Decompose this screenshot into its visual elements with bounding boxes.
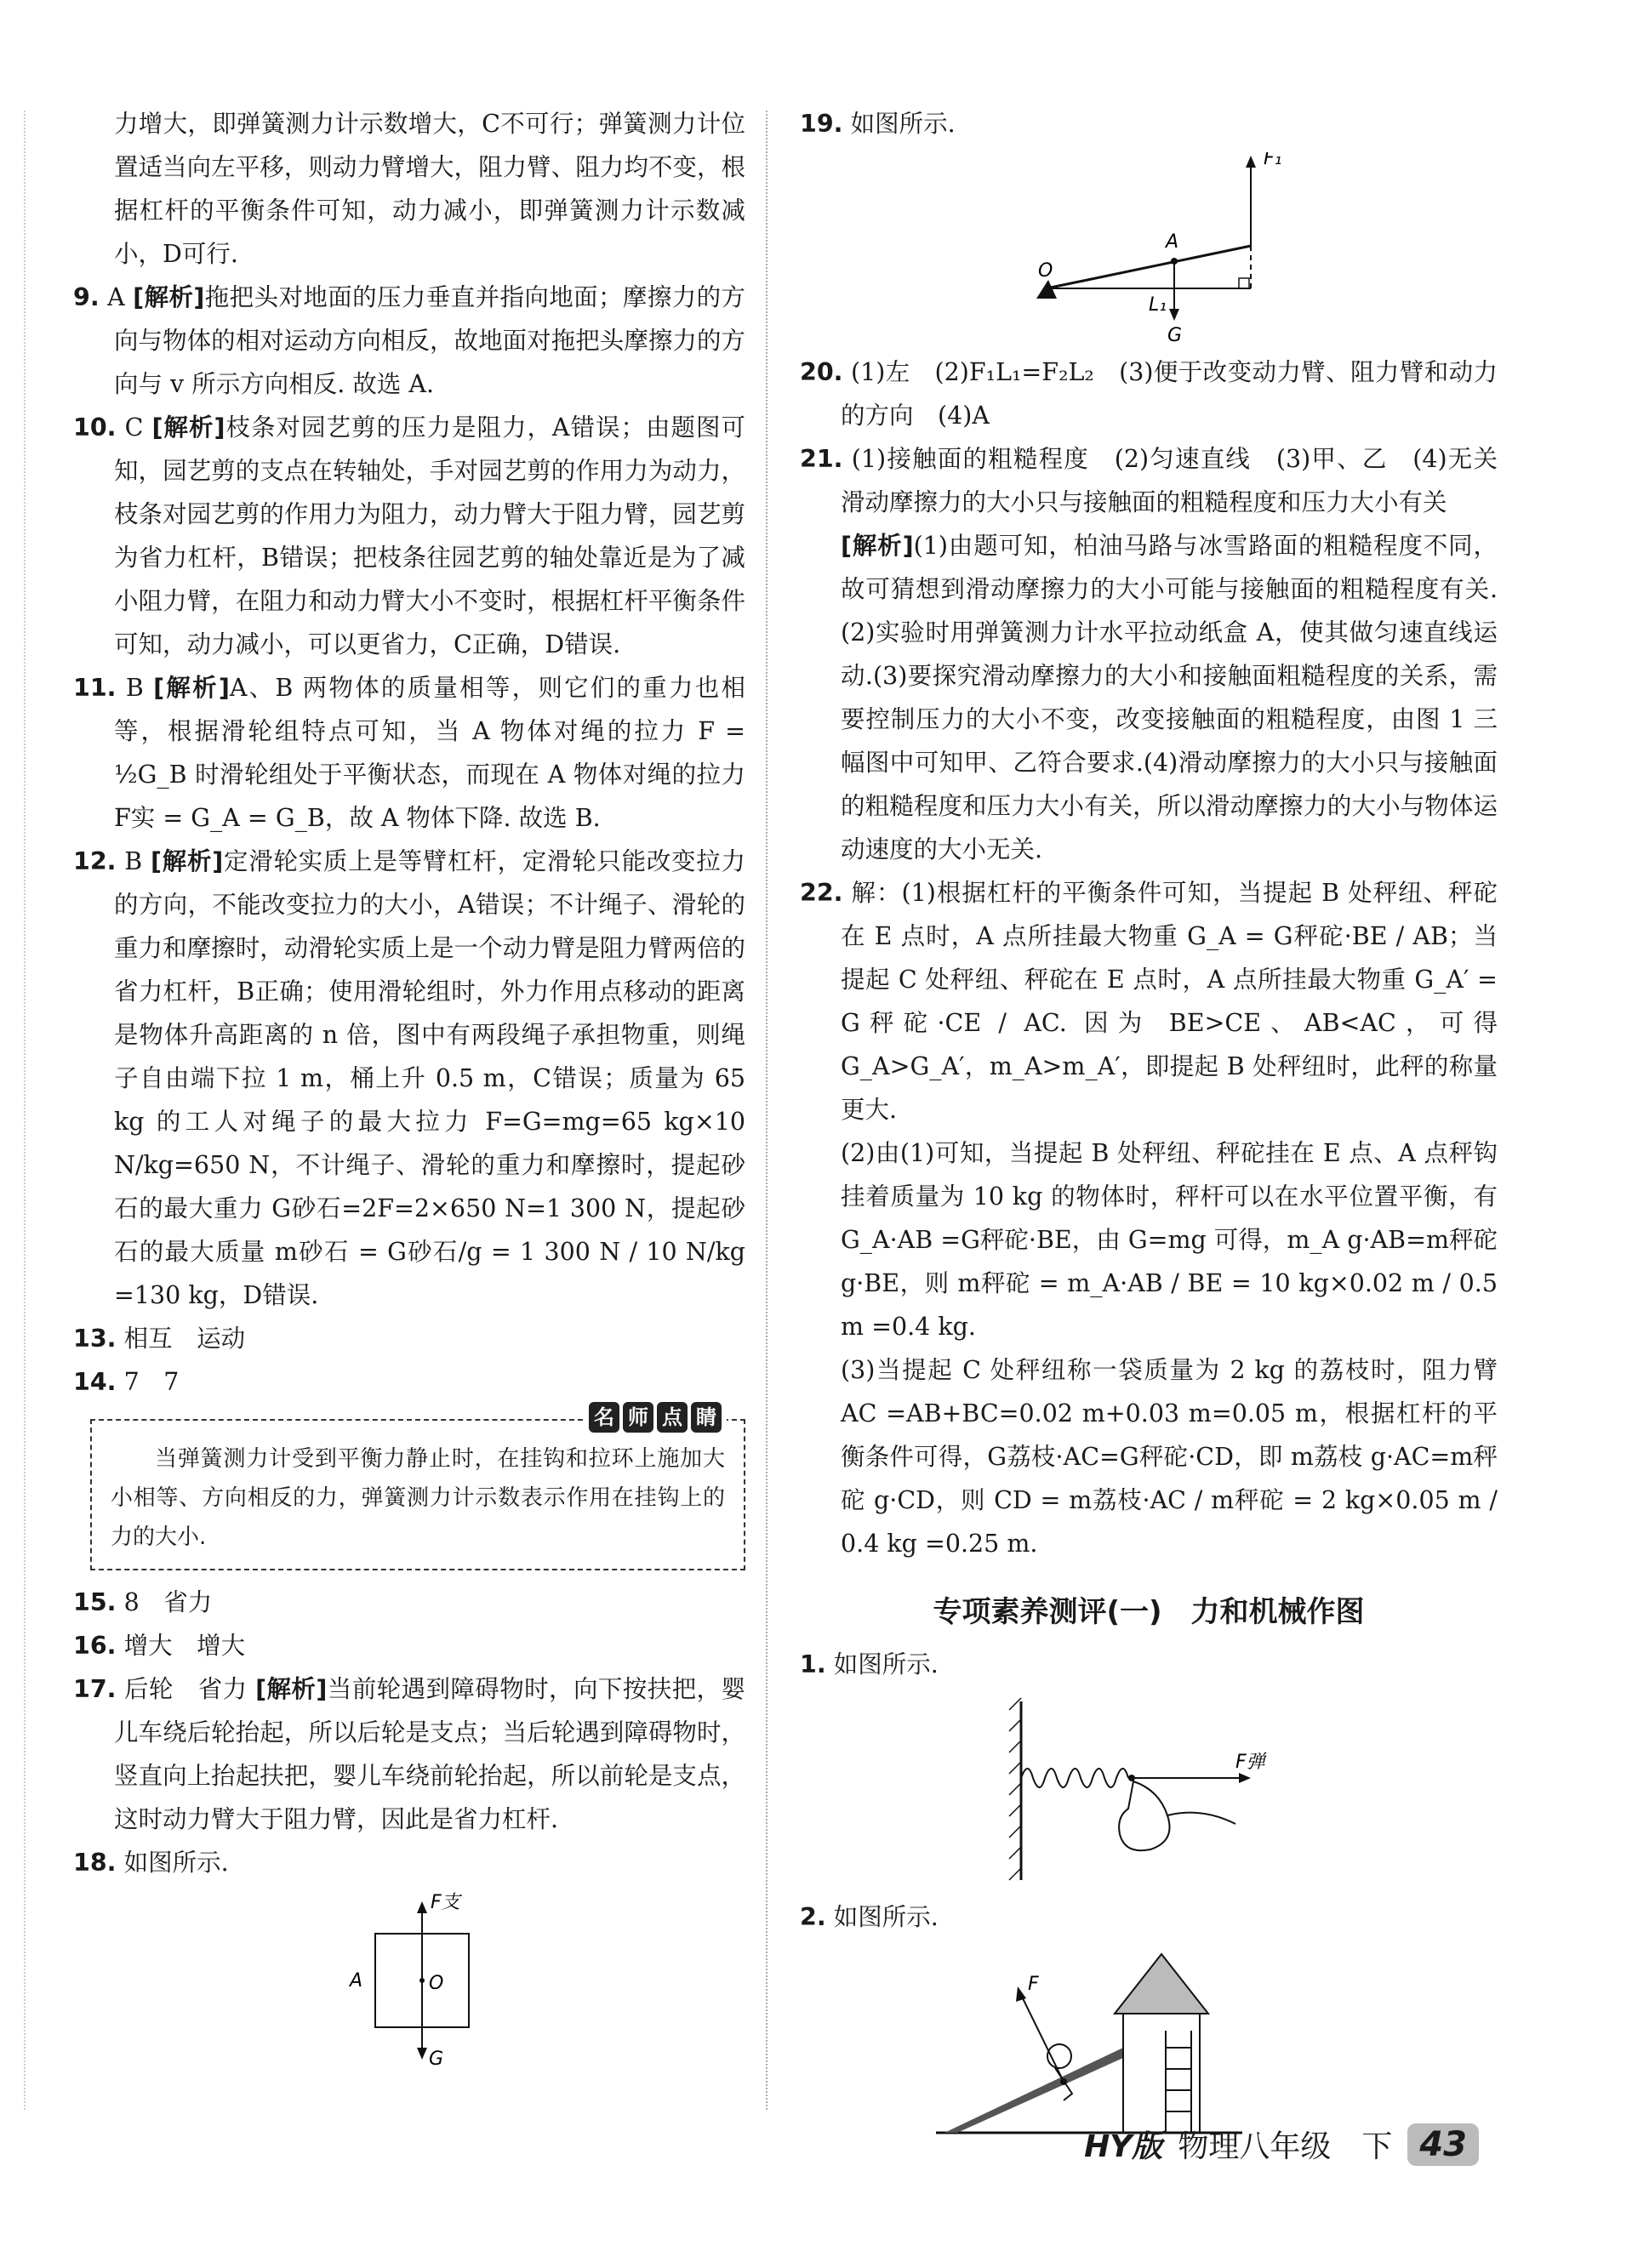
q11-text: A、B 两物体的质量相等，则它们的重力也相等，根据滑轮组特点可知，当 A 物体对绳的拉力 F = ½G_B 时滑轮组处于平衡状态，而现在 A 物体对绳的拉力 F实 = G_A = G_B，故 A 物体下降. 故选 B. bbox=[114, 674, 746, 832]
force-F1-arrowhead bbox=[1246, 156, 1256, 168]
spring bbox=[1021, 1769, 1128, 1787]
label-F: F bbox=[1028, 1974, 1039, 1995]
label-O: O bbox=[429, 1973, 444, 1994]
figure-s1-diagram bbox=[800, 1693, 1498, 1889]
label-L1: L₁ bbox=[1149, 294, 1167, 316]
tip-char: 名 bbox=[589, 1402, 619, 1433]
right-angle-mark bbox=[1239, 278, 1249, 288]
q14-text: 7 7 bbox=[123, 1368, 180, 1396]
q18 bbox=[73, 1841, 745, 1884]
q20-text: (1)左 (2)F₁L₁=F₂L₂ (3)便于改变动力臂、阻力臂和动力的方向 (4)A bbox=[841, 358, 1498, 430]
s2-text: 如图所示. bbox=[833, 1903, 939, 1931]
tower-frame bbox=[1123, 2014, 1200, 2133]
expert-tip-label bbox=[584, 1402, 727, 1433]
q21-analysis-text: (1)由题可知，柏油马路与冰雪路面的粗糙程度不同，故可猜想到滑动摩擦力的大小可能与接触面的粗糙程度有关.(2)实验时用弹簧测力计水平拉动纸盒 A，使其做匀速直线运动.(3)要探究滑动摩擦力的大小和接触面粗糙程度的关系，需要控制压力的大小不变，改变接触面的粗糙程度，由图 1 三幅图中可知甲、乙符合要求.(4)滑动摩擦力的大小只与接触面的粗糙程度和压力大小有关，所以滑动摩擦力的大小与物体运动速度的大小无关. bbox=[841, 532, 1498, 863]
wall-hatching bbox=[1009, 1698, 1021, 1880]
q14-number: 14. bbox=[73, 1368, 117, 1396]
s1 bbox=[800, 1643, 1498, 1686]
tip-char: 睛 bbox=[691, 1402, 722, 1433]
q13-number: 13. bbox=[73, 1325, 117, 1353]
figure-18 bbox=[73, 1891, 745, 2070]
q12-number: 12. bbox=[73, 847, 117, 875]
figure-s1 bbox=[800, 1693, 1498, 1889]
column-divider bbox=[766, 111, 767, 2110]
tower-roof bbox=[1115, 1954, 1208, 2014]
s2 bbox=[800, 1895, 1498, 1939]
figure-19 bbox=[800, 152, 1498, 344]
page-footer bbox=[1084, 2123, 1479, 2166]
force-arrowhead bbox=[1016, 1986, 1026, 2002]
s1-text: 如图所示. bbox=[833, 1650, 939, 1678]
tip-text: 当弹簧测力计受到平衡力静止时，在挂钩和拉环上施加大小相等、方向相反的力，弹簧测力计示数表示作用在挂钩上的力的大小. bbox=[111, 1446, 725, 1550]
expert-tip-box bbox=[90, 1405, 745, 1570]
label-F: F弹 bbox=[1235, 1752, 1265, 1773]
q10-number: 10. bbox=[73, 413, 117, 442]
force-arrow bbox=[1021, 1995, 1064, 2082]
q18-number: 18. bbox=[73, 1849, 117, 1877]
label-O: O bbox=[1038, 260, 1053, 282]
q20 bbox=[800, 350, 1498, 437]
q10-text: 枝条对园艺剪的压力是阻力，A错误；由题图可知，园艺剪的支点在转轴处，手对园艺剪的作用力为动力，枝条对园艺剪的作用力为阻力，动力臂大于阻力臂，园艺剪为省力杠杆，B错误；把枝条往园艺剪的轴处靠近是为了减小阻力臂，在阻力和动力臂大小不变时，根据杠杆平衡条件可知，动力减小，可以更省力，C正确，D错误. bbox=[114, 413, 745, 658]
q11-answer: B bbox=[125, 674, 144, 702]
q21-analysis bbox=[800, 524, 1498, 871]
label-F1: F₁ bbox=[1264, 152, 1282, 169]
analysis-tag: [解析] bbox=[133, 283, 205, 311]
figure-s2 bbox=[800, 1946, 1498, 2141]
analysis-tag: [解析] bbox=[153, 674, 230, 702]
q22-part2: (2)由(1)可知，当提起 B 处秤纽、秤砣挂在 E 点、A 点秤钩挂着质量为 10 kg 的物体时，秤杆可以在水平位置平衡，有G_A·AB =G秤砣·BE，由 G=mg 可得，m_A g·AB=m秤砣 g·BE，则 m秤砣 = m_A·AB / BE = 10 kg×0.02 m / 0.5 m =0.4 kg. bbox=[841, 1139, 1498, 1341]
q21-text: (1)接触面的粗糙程度 (2)匀速直线 (3)甲、乙 (4)无关 滑动摩擦力的大小只与接触面的粗糙程度和压力大小有关 bbox=[841, 445, 1522, 516]
lever bbox=[1047, 246, 1251, 288]
arm-outline bbox=[1167, 1813, 1235, 1824]
gravity-arrowhead bbox=[417, 2048, 427, 2060]
q19-number: 19. bbox=[800, 110, 843, 138]
slide-ramp bbox=[944, 2048, 1123, 2133]
q22-part1: 解：(1)根据杠杆的平衡条件可知，当提起 B 处秤纽、秤砣在 E 点时，A 点所挂最大物重 G_A = G秤砣·BE / AB；当提起 C 处秤纽、秤砣在 E 点时，A 点所挂最大物重 G_A′ = G秤砣·CE / AC. 因为 BE>CE、AB<AC，可得 G_A>G_A′，m_A>m_A′，即提起 B 处秤纽时，此秤的称量更大. bbox=[841, 879, 1498, 1124]
q17 bbox=[73, 1667, 745, 1841]
q16 bbox=[73, 1624, 745, 1667]
section-title: 专项素养测评(一) 力和机械作图 bbox=[933, 1595, 1365, 1629]
q22 bbox=[800, 871, 1498, 1131]
figure-s2-diagram bbox=[800, 1946, 1498, 2141]
label-F: F支 bbox=[431, 1892, 460, 1913]
q10 bbox=[73, 406, 745, 666]
q17-text: 当前轮遇到障碍物时，向下按扶把，婴儿车绕后轮抬起，所以后轮是支点；当后轮遇到障碍物时，竖直向上抬起扶把，婴儿车绕前轮抬起，所以前轮是支点，这时动力臂大于阻力臂，因此是省力杠杆. bbox=[114, 1675, 745, 1833]
gravity-arrowhead bbox=[1169, 309, 1179, 321]
left-column bbox=[73, 102, 745, 2077]
edition-label: HY版 bbox=[1084, 2129, 1163, 2164]
page-number: 43 bbox=[1407, 2123, 1479, 2166]
s1-number: 1. bbox=[800, 1650, 826, 1678]
q15 bbox=[73, 1581, 745, 1624]
support-force-arrowhead bbox=[417, 1901, 427, 1913]
q12-answer: B bbox=[124, 847, 143, 875]
q13-text: 相互 运动 bbox=[123, 1325, 246, 1353]
q21-number: 21. bbox=[800, 445, 843, 473]
subject-label: 物理八年级 下 bbox=[1178, 2129, 1393, 2164]
figure-19-diagram bbox=[800, 152, 1498, 344]
analysis-tag: [解析] bbox=[151, 413, 225, 442]
q17-answer: 后轮 省力 bbox=[123, 1675, 248, 1703]
right-column bbox=[800, 102, 1522, 2148]
ladder bbox=[1166, 2031, 1191, 2133]
q15-text: 8 省力 bbox=[123, 1588, 213, 1616]
label-A: A bbox=[350, 1970, 363, 1992]
q18-text: 如图所示. bbox=[123, 1849, 229, 1877]
s2-number: 2. bbox=[800, 1903, 826, 1931]
q8-continuation: 力增大，即弹簧测力计示数增大，C不可行；弹簧测力计位置适当向左平移，则动力臂增大，阻力臂、阻力均不变，根据杠杆的平衡条件可知，动力减小，即弹簧测力计示数减小，D可行. bbox=[114, 110, 745, 268]
q20-number: 20. bbox=[800, 358, 843, 386]
figure-18-diagram bbox=[73, 1891, 745, 2070]
analysis-tag: [解析] bbox=[255, 1675, 328, 1703]
q13 bbox=[73, 1317, 745, 1360]
q10-answer: C bbox=[124, 413, 144, 442]
q9-answer: A bbox=[107, 283, 125, 311]
analysis-tag: [解析] bbox=[841, 532, 914, 560]
q9 bbox=[73, 276, 745, 406]
q15-number: 15. bbox=[73, 1588, 117, 1616]
tip-char: 师 bbox=[623, 1402, 653, 1433]
q9-text: 拖把头对地面的压力垂直并指向地面；摩擦力的方向与物体的相对运动方向相反，故地面对拖把头摩擦力的方向与 v 所示方向相反. 故选 A. bbox=[114, 283, 745, 398]
q22-part3: (3)当提起 C 处秤纽称一袋质量为 2 kg 的荔枝时，阻力臂 AC =AB+BC=0.02 m+0.03 m=0.05 m，根据杠杆的平衡条件可得，G荔枝·AC=G秤砣·CD，即 m荔枝 g·AC=m秤砣 g·CD，则 CD = m荔枝·AC / m秤砣 = 2 kg×0.05 m / 0.4 kg =0.25 m. bbox=[841, 1356, 1498, 1558]
q11 bbox=[73, 666, 745, 840]
q9-number: 9. bbox=[73, 283, 100, 311]
q11-number: 11. bbox=[73, 674, 117, 702]
label-A: A bbox=[1166, 231, 1179, 253]
q19-text: 如图所示. bbox=[850, 110, 956, 138]
left-margin-dots bbox=[24, 111, 26, 2110]
spring-force-arrowhead bbox=[1239, 1773, 1251, 1783]
hand-outline bbox=[1119, 1781, 1169, 1850]
q12 bbox=[73, 840, 745, 1317]
label-G: G bbox=[1167, 325, 1183, 344]
label-G: G bbox=[429, 2049, 444, 2070]
analysis-tag: [解析] bbox=[151, 847, 224, 875]
center-point bbox=[419, 1978, 425, 1983]
q19 bbox=[800, 102, 1498, 145]
q17-number: 17. bbox=[73, 1675, 117, 1703]
q16-number: 16. bbox=[73, 1632, 117, 1660]
q16-text: 增大 增大 bbox=[123, 1632, 246, 1660]
q14 bbox=[73, 1360, 745, 1404]
q12-text: 定滑轮实质上是等臂杠杆，定滑轮只能改变拉力的方向，不能改变拉力的大小，A错误；不计绳子、滑轮的重力和摩擦时，动滑轮实质上是一个动力臂是阻力臂两倍的省力杠杆，B正确；使用滑轮组时，外力作用点移动的距离是物体升高距离的 n 倍，图中有两段绳子承担物重，则绳子自由端下拉 1 m，桶上升 0.5 m，C错误；质量为 65 kg 的工人对绳子的最大拉力 F=G=mg=65 kg×10 N/kg=650 N，不计绳子、滑轮的重力和摩擦时，提起砂石的最大重力 G砂石=2F=2×650 N=1 300 N，提起砂石的最大质量 m砂石 = G砂石/g = 1 300 N / 10 N/kg =130 kg，D错误. bbox=[114, 847, 746, 1309]
tip-char: 点 bbox=[657, 1402, 688, 1433]
q22-number: 22. bbox=[800, 879, 843, 907]
q21 bbox=[800, 437, 1522, 524]
